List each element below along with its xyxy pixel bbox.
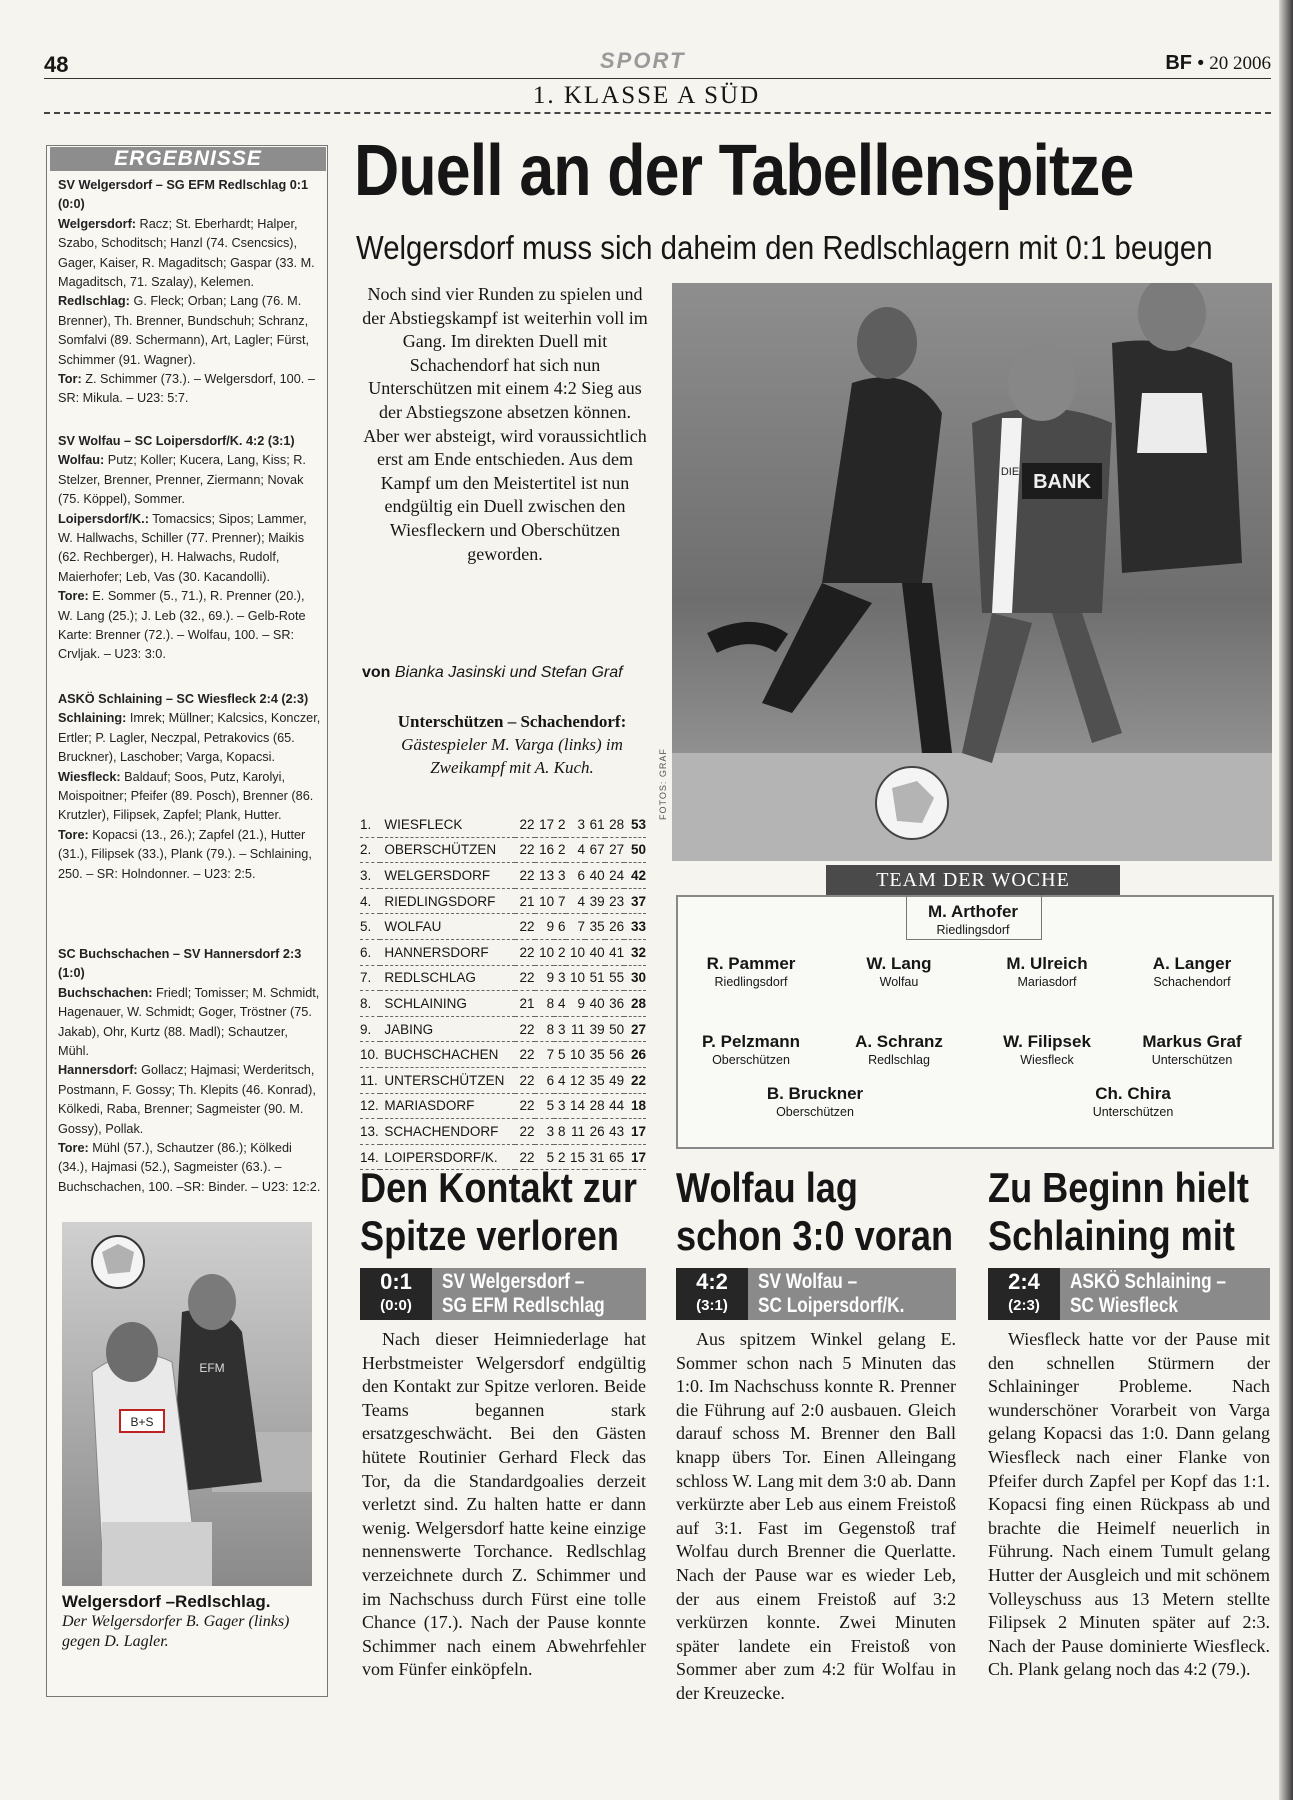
story-body <box>988 1328 1270 1682</box>
standings-team: REDLSCHLAG <box>380 965 515 991</box>
player-name: W. Filipsek <box>1003 1032 1091 1051</box>
standings-lost: 9 <box>566 991 586 1017</box>
standings-points: 32 <box>624 939 646 965</box>
goals-line: Tore: E. Sommer (5., 71.), R. Prenner (20.), W. Lang (25.); J. Leb (32., 69.). – Gelb-Rote Karte: Brenner (72.). – Wolfau, 100. – SR: Crvljak. – U23: 3:0. <box>58 589 306 662</box>
score-box <box>988 1268 1060 1320</box>
standings-row <box>360 991 646 1017</box>
player-name: B. Bruckner <box>766 1084 864 1103</box>
standings-rank: 14. <box>360 1144 380 1170</box>
standings-rank: 3. <box>360 863 380 889</box>
standings-won: 6 <box>535 1067 555 1093</box>
standings-won: 5 <box>535 1093 555 1119</box>
player-name: P. Pelzmann <box>702 1032 800 1051</box>
standings-team: WELGERSDORF <box>380 863 515 889</box>
standings-table <box>360 812 646 1170</box>
team-player <box>898 902 1048 937</box>
standings-points: 27 <box>624 1016 646 1042</box>
standings-played: 22 <box>515 1093 535 1119</box>
main-photo-caption <box>362 710 662 779</box>
standings-drawn: 5 <box>554 1042 565 1068</box>
headline-line: Spitze verloren <box>360 1212 619 1259</box>
goals-line: Tore: Kopacsi (13., 26.); Zapfel (21.), Hutter (31.), Filipsek (33.), Plank (79.). – Schlaining, 250. – SR: Holndonner. – U23: 2:5. <box>58 827 312 881</box>
goals-line: Tore: Mühl (57.), Schautzer (86.); Kölkedi (34.), Hajmasi (52.), Sagmeister (63.). – Buchschachen, 100. –SR: Binder. – U23: 12:2. <box>58 1141 321 1194</box>
standings-team: SCHLAINING <box>380 991 515 1017</box>
standings-points: 18 <box>624 1093 646 1119</box>
standings-row <box>360 863 646 889</box>
issue-number: 20 2006 <box>1209 53 1271 74</box>
lineup-line: Schlaining: Imrek; Müllner; Kalcsics, Konczer, Ertler; P. Lagler, Neczpal, Petrakovics (65. Bruckner), Laschober; Varga, Kopacsi. <box>58 711 321 765</box>
player-club: Mariasdorf <box>1017 975 1077 989</box>
standings-goals-for: 51 <box>585 965 605 991</box>
standings-drawn: 2 <box>554 939 565 965</box>
standings-goals-for: 35 <box>585 1067 605 1093</box>
standings-rank: 10. <box>360 1042 380 1068</box>
final-score: 0:1 <box>380 1269 412 1294</box>
results-title: ERGEBNISSE <box>50 147 326 171</box>
page-edge-shadow <box>1279 0 1293 1800</box>
standings-won: 8 <box>535 1016 555 1042</box>
caption-title: Unterschützen – Schachendorf: <box>397 712 627 731</box>
page-number: 48 <box>44 52 69 77</box>
team-player <box>676 954 826 989</box>
standings-rank: 2. <box>360 837 380 863</box>
standings-won: 9 <box>535 914 555 940</box>
standings-row <box>360 1016 646 1042</box>
standings-goals-against: 28 <box>605 812 625 837</box>
standings-lost: 12 <box>566 1067 586 1093</box>
standings-lost: 10 <box>566 965 586 991</box>
result-heading: SC Buchschachen – SV Hannersdorf 2:3 (1:0) <box>58 947 302 981</box>
standings-goals-for: 31 <box>585 1144 605 1170</box>
away-team: SC Wiesfleck <box>1070 1294 1178 1317</box>
subheadline: Welgersdorf muss sich daheim den Redlschlagern mit 0:1 beugen <box>356 229 1213 266</box>
player-club: Riedlingsdorf <box>936 923 1010 937</box>
standings-goals-for: 40 <box>585 939 605 965</box>
standings-won: 10 <box>535 939 555 965</box>
player-club: Riedlingsdorf <box>714 975 788 989</box>
standings-played: 21 <box>515 888 535 914</box>
small-photo-caption <box>62 1592 317 1652</box>
story-body <box>676 1328 956 1706</box>
player-club: Oberschützen <box>712 1053 790 1067</box>
standings-played: 22 <box>515 914 535 940</box>
standings-goals-against: 44 <box>605 1093 625 1119</box>
author-names: Bianka Jasinski und Stefan Graf <box>394 664 623 681</box>
paper-name: BF <box>1165 52 1193 74</box>
team-player <box>1058 1084 1208 1119</box>
standings-played: 22 <box>515 1042 535 1068</box>
team-player <box>1117 954 1267 989</box>
player-club: Unterschützen <box>1151 1053 1233 1067</box>
home-team: SV Welgersdorf – <box>442 1270 585 1293</box>
standings-points: 22 <box>624 1067 646 1093</box>
story-headline <box>360 1164 637 1260</box>
photo-credit: FOTOS: GRAF <box>658 748 668 820</box>
standings-goals-against: 56 <box>605 1042 625 1068</box>
standings-goals-against: 26 <box>605 914 625 940</box>
standings-goals-against: 43 <box>605 1119 625 1145</box>
standings-team: HANNERSDORF <box>380 939 515 965</box>
match-teams <box>442 1270 605 1318</box>
dashed-rule <box>44 112 1271 114</box>
standings-played: 22 <box>515 939 535 965</box>
player-name: W. Lang <box>866 954 932 973</box>
player-club: Schachendorf <box>1153 975 1231 989</box>
standings-won: 16 <box>535 837 555 863</box>
standings-row <box>360 1119 646 1145</box>
standings-lost: 11 <box>566 1119 586 1145</box>
standings-goals-for: 35 <box>585 914 605 940</box>
team-player <box>824 1032 974 1067</box>
standings-played: 22 <box>515 863 535 889</box>
score-bar <box>360 1268 646 1320</box>
caption-title: Welgersdorf –Redlschlag. <box>62 1592 271 1611</box>
standings-points: 26 <box>624 1042 646 1068</box>
home-team: ASKÖ Schlaining – <box>1070 1270 1226 1293</box>
standings-played: 22 <box>515 965 535 991</box>
result-heading: ASKÖ Schlaining – SC Wiesfleck 2:4 (2:3) <box>58 692 309 706</box>
standings-played: 22 <box>515 1144 535 1170</box>
standings-lost: 11 <box>566 1016 586 1042</box>
standings-rank: 11. <box>360 1067 380 1093</box>
standings-lost: 10 <box>566 939 586 965</box>
league-title: 1. KLASSE A SÜD <box>532 82 761 109</box>
final-score: 4:2 <box>696 1269 728 1294</box>
standings-drawn: 8 <box>554 1119 565 1145</box>
player-club: Oberschützen <box>776 1105 854 1119</box>
player-name: Markus Graf <box>1142 1032 1242 1051</box>
standings-row <box>360 939 646 965</box>
halftime-score: (3:1) <box>696 1297 728 1314</box>
result-heading: SV Welgersdorf – SG EFM Redlschlag 0:1 (0:0) <box>58 178 309 212</box>
standings-points: 17 <box>624 1144 646 1170</box>
standings-lost: 10 <box>566 1042 586 1068</box>
separator: • <box>1197 53 1204 74</box>
player-club: Wolfau <box>879 975 919 989</box>
standings-rank: 9. <box>360 1016 380 1042</box>
standings-rank: 4. <box>360 888 380 914</box>
standings-goals-against: 41 <box>605 939 625 965</box>
standings-lost: 3 <box>566 812 586 837</box>
standings-goals-for: 26 <box>585 1119 605 1145</box>
match-teams <box>758 1270 904 1318</box>
standings-team: RIEDLINGSDORF <box>380 888 515 914</box>
standings-goals-for: 28 <box>585 1093 605 1119</box>
standings-goals-against: 23 <box>605 888 625 914</box>
team-player <box>1117 1032 1267 1067</box>
player-club: Unterschützen <box>1092 1105 1174 1119</box>
standings-drawn: 3 <box>554 1093 565 1119</box>
section-title: SPORT <box>600 48 686 73</box>
caption-text: Der Welgersdorfer B. Gager (links) gegen D. Lagler. <box>62 1613 290 1650</box>
lineup-line: Loipersdorf/K.: Tomacsics; Sipos; Lammer, W. Hallwachs, Schiller (77. Prenner); Maikis (62. Rechberger), H. Halwachs, Rudolf, Maierhofer; Leb, Vas (30. Kacandolli). <box>58 511 307 584</box>
result-block <box>58 176 322 409</box>
standings-rank: 8. <box>360 991 380 1017</box>
standings-team: MARIASDORF <box>380 1093 515 1119</box>
match-photo-small <box>62 1222 312 1586</box>
team-of-week-title: TEAM DER WOCHE <box>826 865 1120 895</box>
player-name: Ch. Chira <box>1095 1084 1171 1103</box>
lineup-line: Buchschachen: Friedl; Tomisser; M. Schmidt, Hagenauer, W. Schmidt; Goger, Tröstner (75. Jakab), Ohr, Kurtz (88. Madl); Schautzer, Mühl. <box>58 985 320 1059</box>
score-bar <box>676 1268 956 1320</box>
standings-rank: 13. <box>360 1119 380 1145</box>
standings-won: 13 <box>535 863 555 889</box>
lineup-line: Redlschlag: G. Fleck; Orban; Lang (76. M. Brenner), Th. Brenner, Bundschuh; Schranz, Somfalvi (89. Schermann), Art, Lagler; Fürst, Schimmer (91. Wagner). <box>58 294 310 367</box>
standings-drawn: 3 <box>554 1016 565 1042</box>
byline <box>362 664 623 682</box>
standings-played: 22 <box>515 1119 535 1145</box>
standings-drawn: 7 <box>554 888 565 914</box>
away-team: SC Loipersdorf/K. <box>758 1294 905 1317</box>
standings-goals-for: 40 <box>585 863 605 889</box>
standings-rank: 6. <box>360 939 380 965</box>
headline: Duell an der Tabellenspitze <box>354 131 1134 211</box>
standings-played: 22 <box>515 837 535 863</box>
player-club: Wiesfleck <box>1020 1053 1074 1067</box>
standings-lost: 15 <box>566 1144 586 1170</box>
standings-goals-for: 39 <box>585 888 605 914</box>
story-headline <box>988 1164 1249 1260</box>
standings-points: 30 <box>624 965 646 991</box>
standings-rank: 7. <box>360 965 380 991</box>
story-text: Aus spitzem Winkel gelang E. Sommer schon nach 5 Minuten das 1:0. Im Nachschuss konnte R. Prenner die Führung auf 2:0 ausbauen. Gleich darauf schoss M. Brenner den Ball knapp übers Tor. Einen Alleingang schloss W. Lang mit dem 3:0 ab. Dann verkürzte aber Leb aus einem Freistoß auf 3:1. Fast im Gegenstoß traf Wolfau durch Brenner die Querlatte. Nach der Pause war es wieder Leb, der aus einem Freistoß auf 3:2 verkürzen konnte. Zwei Minuten später landete ein Freistoß von Sommer aber zum 4:2 für Wolfau in der Kreuzecke. <box>676 1329 956 1703</box>
sponsor-text: BANK <box>1033 471 1091 493</box>
shirt-text: EFM <box>199 1361 225 1375</box>
standings-goals-against: 50 <box>605 1016 625 1042</box>
standings-goals-for: 39 <box>585 1016 605 1042</box>
result-block <box>58 432 322 665</box>
byline-prefix: von <box>362 664 391 681</box>
away-team: SG EFM Redlschlag <box>442 1294 605 1317</box>
standings-rank: 5. <box>360 914 380 940</box>
home-team: SV Wolfau – <box>758 1270 858 1293</box>
standings-team: SCHACHENDORF <box>380 1119 515 1145</box>
standings-goals-against: 36 <box>605 991 625 1017</box>
standings-row <box>360 888 646 914</box>
standings-team: UNTERSCHÜTZEN <box>380 1067 515 1093</box>
story-text: Wiesfleck hatte vor der Pause mit den schnellen Stürmern der Schlaininger Probleme. Nach wunderschöner Vorarbeit von Varga gelang Kopacsi das 1:0. Dann gelang Wiesfleck nach einer Flanke von Pfeifer durch Zapfel per Kopf das 1:1. Kopacsi fing einen Rückpass ab und brachte die Heimelf neuerlich in Führung. Nach einem Tumult gelang Hutter der Ausgleich und mit schönem Volleyschuss aus 13 Metern stellte Filipsek 2 Minuten später auf 2:3. Nach der Pause dominierte Wiesfleck. Ch. Plank gelang noch das 4:2 (79.). <box>988 1329 1270 1680</box>
standings-team: LOIPERSDORF/K. <box>380 1144 515 1170</box>
result-block <box>58 945 322 1197</box>
player-name: A. Langer <box>1152 954 1232 973</box>
standings-goals-against: 49 <box>605 1067 625 1093</box>
headline-line: Den Kontakt zur <box>360 1164 637 1211</box>
standings-row <box>360 1042 646 1068</box>
lineup-line: Wolfau: Putz; Koller; Kucera, Lang, Kiss; R. Stelzer, Brenner, Prenner, Ziermann; Novak (75. Köppel), Sommer. <box>58 453 306 507</box>
result-heading: SV Wolfau – SC Loipersdorf/K. 4:2 (3:1) <box>58 434 295 448</box>
standings-won: 10 <box>535 888 555 914</box>
score-bar <box>988 1268 1270 1320</box>
team-player <box>972 954 1122 989</box>
standings-goals-against: 27 <box>605 837 625 863</box>
final-score: 2:4 <box>1008 1269 1040 1294</box>
standings-row <box>360 914 646 940</box>
standings-won: 8 <box>535 991 555 1017</box>
standings-drawn: 2 <box>554 837 565 863</box>
standings-drawn: 4 <box>554 991 565 1017</box>
standings-goals-for: 40 <box>585 991 605 1017</box>
standings-drawn: 3 <box>554 863 565 889</box>
standings-goals-for: 67 <box>585 837 605 863</box>
standings-goals-against: 55 <box>605 965 625 991</box>
lineup-line: Welgersdorf: Racz; St. Eberhardt; Halper, Szabo, Schoditsch; Hanzl (74. Csencsics), Gager, Kaiser, R. Magaditsch; Gaspar (33. M. Magaditsch, 71. Szalay), Kelemen. <box>58 216 315 290</box>
standings-rank: 12. <box>360 1093 380 1119</box>
standings-drawn: 6 <box>554 914 565 940</box>
standings-points: 28 <box>624 991 646 1017</box>
score-box <box>360 1268 432 1320</box>
standings-goals-for: 61 <box>585 812 605 837</box>
standings-won: 9 <box>535 965 555 991</box>
shirt-text: B+S <box>130 1415 154 1429</box>
standings-row <box>360 1067 646 1093</box>
headline-line: Wolfau lag <box>676 1164 858 1211</box>
story-headline <box>676 1164 953 1260</box>
standings-team: JABING <box>380 1016 515 1042</box>
standings-drawn: 3 <box>554 965 565 991</box>
result-block <box>58 690 322 884</box>
match-photo-main <box>672 283 1272 861</box>
caption-text: Gästespieler M. Varga (links) im Zweikampf mit A. Kuch. <box>401 735 623 777</box>
standings-team: WIESFLECK <box>380 812 515 837</box>
player-club: Redlschlag <box>868 1053 930 1067</box>
standings-goals-for: 35 <box>585 1042 605 1068</box>
headline-line: schon 3:0 voran <box>676 1212 954 1259</box>
standings-won: 5 <box>535 1144 555 1170</box>
standings-team: OBERSCHÜTZEN <box>380 837 515 863</box>
standings-played: 21 <box>515 991 535 1017</box>
standings-lost: 14 <box>566 1093 586 1119</box>
standings-lost: 4 <box>566 837 586 863</box>
standings-won: 17 <box>535 812 555 837</box>
standings-points: 37 <box>624 888 646 914</box>
standings-row <box>360 1093 646 1119</box>
standings-points: 33 <box>624 914 646 940</box>
standings-drawn: 4 <box>554 1067 565 1093</box>
standings-played: 22 <box>515 1067 535 1093</box>
player-name: M. Arthofer <box>927 902 1019 921</box>
lineup-line: Hannersdorf: Gollacz; Hajmasi; Werderitsch, Postmann, F. Gossy; Th. Klepits (46. Konrad), Kölkedi, Raba, Brenner; Sagmeister (90. M. Gossy), Pollak. <box>58 1063 316 1136</box>
standings-points: 42 <box>624 863 646 889</box>
score-box <box>676 1268 748 1320</box>
player-name: A. Schranz <box>855 1032 943 1051</box>
player-name: R. Pammer <box>706 954 796 973</box>
team-player <box>972 1032 1122 1067</box>
standings-row <box>360 965 646 991</box>
standings-rank: 1. <box>360 812 380 837</box>
standings-won: 3 <box>535 1119 555 1145</box>
standings-lost: 6 <box>566 863 586 889</box>
standings-points: 17 <box>624 1119 646 1145</box>
standings-drawn: 2 <box>554 1144 565 1170</box>
standings-row <box>360 837 646 863</box>
goals-line: Tor: Z. Schimmer (73.). – Welgersdorf, 100. – SR: Mikula. – U23: 5:7. <box>58 372 315 406</box>
headline-line: Zu Beginn hielt <box>988 1164 1249 1211</box>
standings-played: 22 <box>515 812 535 837</box>
standings-lost: 4 <box>566 888 586 914</box>
standings-team: BUCHSCHACHEN <box>380 1042 515 1068</box>
intro-text: Noch sind vier Runden zu spielen und der Abstiegskampf ist weiterhin voll im Gang. Im direkten Duell mit Schachendorf hat sich nun Unterschützen mit einem 4:2 Sieg aus der Abstiegszone absetzen können. Aber wer absteigt, wird voraussichtlich erst am Ende entschieden. Aus dem Kampf um den Meistertitel ist nun endgültig ein Duell zwischen den Wiesfleckern und Oberschützen geworden. <box>362 284 648 564</box>
standings-played: 22 <box>515 1016 535 1042</box>
story-text: Nach dieser Heimniederlage hat Herbstmeister Welgersdorf endgültig den Kontakt zur Spitze verloren. Beide Teams begannen stark ersatzgeschwächt. Bei den Gästen hütete Routinier Gerhard Fleck das Tor, da die Standardgoalies derzeit verletzt sind. Zu halten hatte er dann wenig. Welgersdorf hatte keine einzige nennenswerte Torchance. Redlschlag verzeichnete durch Z. Schimmer und im Nachschuss durch Fürst eine tolle Chance (17.). Nach der Pause konnte Schimmer nach einem Abwehrfehler vom Fünfer einköpfeln. <box>362 1329 646 1680</box>
standings-lost: 7 <box>566 914 586 940</box>
standings-drawn: 2 <box>554 812 565 837</box>
team-player <box>824 954 974 989</box>
issue-info <box>1165 52 1271 75</box>
standings-team: WOLFAU <box>380 914 515 940</box>
standings-goals-against: 65 <box>605 1144 625 1170</box>
headline-line: Schlaining mit <box>988 1212 1235 1259</box>
header-rule <box>44 78 1271 79</box>
halftime-score: (0:0) <box>380 1297 412 1314</box>
standings-row <box>360 812 646 837</box>
standings-points: 53 <box>624 812 646 837</box>
player-name: M. Ulreich <box>1006 954 1088 973</box>
team-player <box>676 1032 826 1067</box>
halftime-score: (2:3) <box>1008 1297 1040 1314</box>
standings-won: 7 <box>535 1042 555 1068</box>
shirt-text: DIE <box>1000 466 1020 478</box>
story-body <box>362 1328 646 1682</box>
standings-goals-against: 24 <box>605 863 625 889</box>
standings-points: 50 <box>624 837 646 863</box>
match-teams <box>1070 1270 1226 1318</box>
lineup-line: Wiesfleck: Baldauf; Soos, Putz, Karolyi, Moispoitner; Pfeifer (89. Posch), Brenner (86. Krutzler), Filipsek, Zapfel; Plank, Hutter. <box>58 769 314 823</box>
team-player <box>740 1084 890 1119</box>
